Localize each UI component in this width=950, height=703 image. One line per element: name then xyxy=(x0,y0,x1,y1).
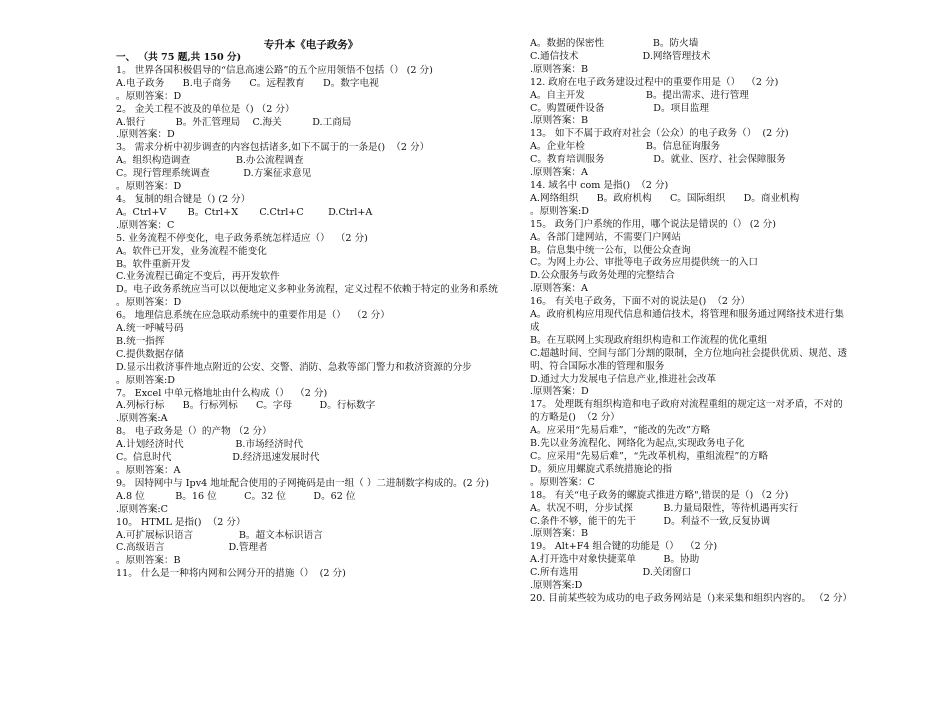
text-line: A。数据的保密性 B。防火墙 xyxy=(530,38,699,49)
text-line: 7。 Excel 中单元格地址由什么构成（） （2 分) xyxy=(116,387,328,399)
text-line: .原则答案：B xyxy=(530,528,589,540)
text-line: 8。 电子政务是（）的产物 （2 分） xyxy=(116,426,272,438)
text-line: 19。 Alt+F4 组合键的功能是（） （2 分) xyxy=(530,541,718,553)
text-line: C.所有选用 D.关闭窗口 xyxy=(530,567,692,579)
text-line: C。信息时代 D.经济迅速发展时代 xyxy=(116,452,320,464)
right-question-list xyxy=(530,38,853,606)
text-line: 2。 金关工程不波及的单位是（) （2 分） xyxy=(116,103,295,115)
text-line: A。应采用“先易后难”，“能改的先改”方略 xyxy=(530,425,711,437)
text-line: 。原则答案:D xyxy=(530,205,589,217)
text-line: 4。 复制的组合键是（) (2 分） xyxy=(116,193,251,205)
text-line: C。教育培训服务 D。就业、医疗、社会保障服务 xyxy=(530,154,786,166)
text-line: A。组织构造调查 B.办公流程调查 xyxy=(116,155,304,167)
text-line: A.计划经济时代 B.市场经济时代 xyxy=(116,439,304,451)
text-line: .原则答案：B xyxy=(530,63,589,75)
text-line: .原则答案:D xyxy=(530,580,583,592)
text-line: A。自主开发 B。提出需求、进行管理 xyxy=(530,89,749,101)
text-line: D.显示出救济事件地点附近的公安、交警、消防、急救等部门警力和救济资源的分步 xyxy=(116,361,472,373)
text-line: B.先以业务流程化、网络化为起点,实现政务电子化 xyxy=(530,438,745,450)
text-line: A.网络组织 B。政府机构 C。国际组织 D。商业机构 xyxy=(530,192,800,204)
text-line: A。状况不明，分步试探 B.力量局限性，等待机遇再实行 xyxy=(530,502,799,514)
text-line: A.打开选中对象快捷菜单 B。协助 xyxy=(530,554,700,566)
text-line: 。原则答案：C xyxy=(530,476,595,488)
text-line: D.通过大力发展电子信息产业,推进社会改革 xyxy=(530,373,717,385)
text-line: .原则答案：C xyxy=(116,219,175,231)
text-line: A。各部门建网站，不需要门户网站 xyxy=(530,231,681,243)
text-line: D。须应用螺旋式系统措施论的指 xyxy=(530,463,673,475)
right-column xyxy=(530,38,853,606)
left-column xyxy=(116,38,506,581)
text-line: 。原则答案：D xyxy=(116,297,182,309)
text-line: C.提供数据存储 xyxy=(116,348,184,360)
text-line: D。电子政务系统应当可以以便地定义多种业务流程，定义过程不依赖于特定的业务和系统 xyxy=(116,284,498,296)
text-line: A.银行 B。外汇管理局 C.海关 D.工商局 xyxy=(116,116,352,128)
text-line: 12. 政府在电子政务建设过程中的重要作用是（） （2 分) xyxy=(530,76,779,88)
text-line: C。应采用“先易后难”，“先改革机构，重组流程”的方略 xyxy=(530,451,769,462)
text-line: 17。 处理既有组织构造和电子政府对流程重组的规定这一对矛盾，不对的的方略是() （2 分） xyxy=(530,399,843,424)
text-line: 20. 目前某些较为成功的电子政务网站是（)来采集和组织内容的。 （2 分） xyxy=(530,592,853,604)
text-line: B.统一指挥 xyxy=(116,335,165,347)
text-line: B。在互联网上实现政府组织构造和工作流程的优化重组 xyxy=(530,334,768,346)
text-line: 10。 HTML 是指() （2 分） xyxy=(116,516,246,528)
text-line: A。企业年检 B。信息征询服务 xyxy=(530,141,721,153)
text-line: A。政府机构应用现代信息和通信技术，将管理和服务通过网络技术进行集成 xyxy=(530,309,844,333)
text-line: C.业务流程已确定不变后，再开发软件 xyxy=(116,271,280,283)
text-line: B。软件重新开发 xyxy=(116,258,191,270)
text-line: C.通信技术 D.网络管理技术 xyxy=(530,50,711,62)
text-line: 。原则答案：D xyxy=(116,90,182,102)
text-line: C.超越时间、空间与部门分割的限制，全方位地向社会提供优质、规范、透明、符合国际水准的管理和服务 xyxy=(530,347,848,372)
text-line: 3。 需求分析中初步调查的内容包括诸多,如下不属于的一条是() （2 分） xyxy=(116,142,430,154)
text-line: .原则答案：B xyxy=(530,115,589,127)
text-line: A。软件已开发，业务流程不能变化 xyxy=(116,245,267,257)
text-line: C。现行管理系统调查 D.方案征求意见 xyxy=(116,168,312,180)
text-line: .原则答案：A xyxy=(530,167,588,179)
text-line: .原则答案:C xyxy=(116,503,168,515)
text-line: 5. 业务流程不停变化，电子政务系统怎样适应（） （2 分) xyxy=(116,232,368,244)
text-line: 6。 地理信息系统在应急联动系统中的重要作用是（） （2 分） xyxy=(116,310,390,322)
text-line: A.统一呼喊号码 xyxy=(116,323,184,335)
document-title: 专升本《电子政务》 xyxy=(263,39,359,51)
text-line: .原则答案:A xyxy=(116,413,168,425)
text-line: 16。 有关电子政务，下面不对的说法是() （2 分） xyxy=(530,296,751,308)
text-line: 13。 如下不属于政府对社会（公众）的电子政务（） (2 分) xyxy=(530,128,789,140)
text-line: 15。 政务门户系统的作用，哪个说法是错误的（） (2 分) xyxy=(530,218,777,230)
text-line: D.公众服务与政务处理的完整结合 xyxy=(530,270,675,282)
text-line: A。Ctrl+V B。Ctrl+X C.Ctrl+C D.Ctrl+A xyxy=(116,206,373,218)
text-line: 1。 世界各国积极倡导的“信息高速公路”的五个应用领悟不包括（） (2 分) xyxy=(116,64,433,76)
text-line: C。为网上办公、审批等电子政务应用提供统一的入口 xyxy=(530,257,758,269)
text-line: 18。 有关“电子政务的螺旋式推进方略",错误的是（) （2 分) xyxy=(530,489,789,501)
text-line: .原则答案：D xyxy=(116,129,175,141)
text-line: 。原则答案：B xyxy=(116,555,181,567)
text-line: 9。 因特网中与 Ipv4 地址配合使用的子网掩码是由一组（ ）二进制数字构成的。(2 分) xyxy=(116,477,489,489)
text-line: A.可扩展标识语言 B。超文本标识语言 xyxy=(116,529,323,541)
text-line: 。原则答案：D xyxy=(116,181,182,193)
text-line: .原则答案：A xyxy=(530,283,588,295)
text-line: C。购置硬件设备 D。项目监理 xyxy=(530,102,709,114)
text-line: A.列标行标 B。行标列标 C。字母 D。行标数字 xyxy=(116,400,376,412)
section-heading: 一、 （共 75 题,共 150 分) xyxy=(116,52,242,63)
text-line: 14. 域名中 com 是指() （2 分) xyxy=(530,179,669,191)
text-line: 。原则答案:D xyxy=(116,374,175,386)
text-line: B。信息集中统一公布，以便公众查询 xyxy=(530,244,691,256)
left-question-list xyxy=(116,65,506,581)
text-line: A.8 位 B。16 位 C。32 位 D。62 位 xyxy=(116,490,356,502)
text-line: A.电子政务 B.电子商务 C。远程教育 D。数字电视 xyxy=(116,77,379,89)
text-line: 。原则答案：A xyxy=(116,465,181,476)
text-line: C.高级语言 D.管理者 xyxy=(116,542,268,554)
text-line: 11。 什么是一种将内网和公网分开的措施（） (2 分) xyxy=(116,568,346,580)
text-line: C.条件不够，能干的先干 D。利益不一致,反复协调 xyxy=(530,515,771,527)
text-line: .原则答案：D xyxy=(530,386,589,398)
